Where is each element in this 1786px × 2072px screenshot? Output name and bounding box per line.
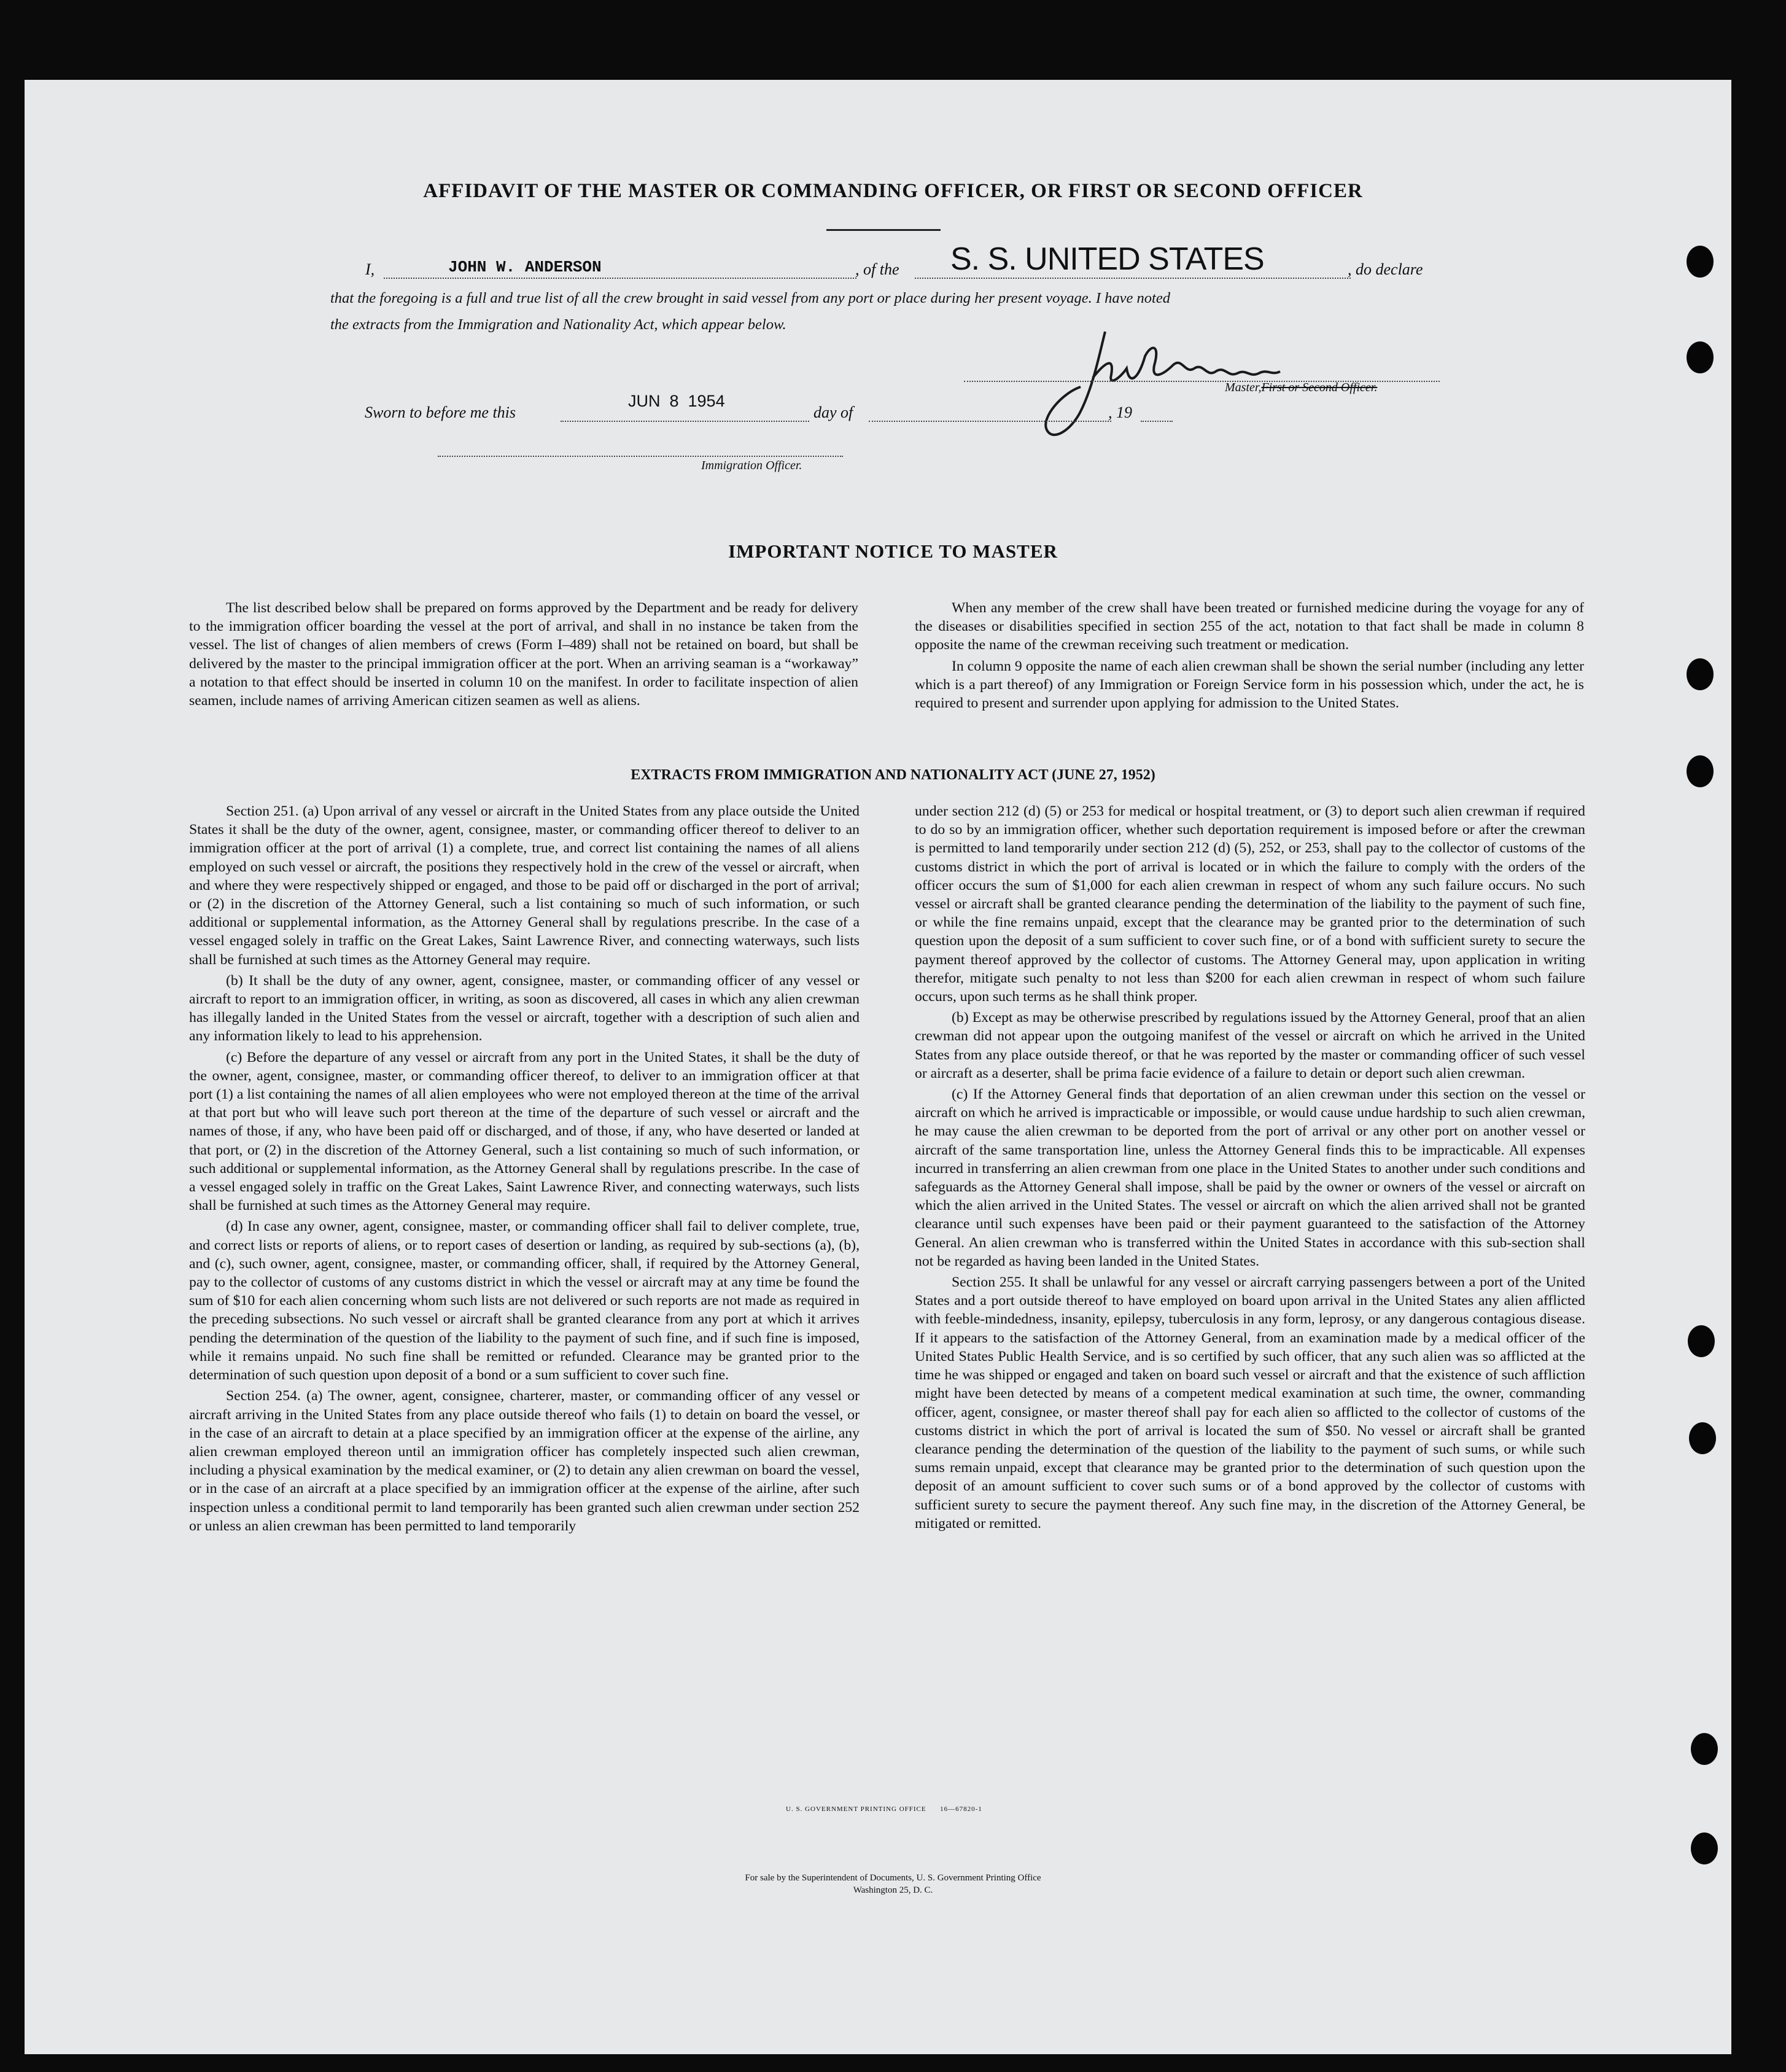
extracts-left-column: [189, 802, 860, 1538]
master-caption: [1225, 381, 1377, 395]
punch-hole: [1691, 1832, 1718, 1864]
i-label: I,: [365, 260, 375, 278]
master-caption-text: Master,: [1225, 381, 1262, 394]
extract-paragraph: Section 255. It shall be unlawful for any vessel or aircraft carrying passengers between a port of the United States and a port outside thereof to have employed on board upon arrival in the United States any alien afflicted with feeble-mindedness, insanity, epilepsy, tuberculosis in any form, leprosy, or any dangerous contagious disease. If it appears to the satisfaction of the Attorney General, from an examination made by a medical officer of the United States Public Health Service, and is so certified by such officer, that any such alien was so afflicted at the time he was shipped or engaged and taken on board such vessel or aircraft and that the existence of such affliction might have been detected by means of a competent medical examination at such time, the owner, commanding officer, agent, consignee, or master thereof shall pay for each alien so afflicted to the collector of customs of the customs district in which the port of arrival is located the sum of $50. No vessel or aircraft shall be granted clearance pending the determination of the question of the liability to the payment of such sums, or while such sums remain unpaid, except that clearance may be granted prior to the determination of such question upon the deposit of an amount sufficient to cover such sums or of a bond approved by the collector of customs with sufficient surety to secure the payment thereof. Any such fine may, in the discretion of the Attorney General, be mitigated or remitted.: [915, 1274, 1585, 1532]
year-line: [1141, 421, 1173, 422]
immigration-officer-line: [438, 456, 843, 457]
punch-hole: [1687, 341, 1714, 373]
declaration-line-2: the extracts from the Immigration and Nationality Act, which appear below.: [330, 316, 786, 333]
vessel-line: [915, 278, 1351, 279]
punch-hole: [1689, 1422, 1716, 1454]
extracts-right-column: [915, 802, 1585, 1535]
year-prefix: , 19: [1108, 403, 1132, 421]
master-name: JOHN W. ANDERSON: [448, 258, 602, 276]
extract-paragraph: Section 254. (a) The owner, agent, consignee, charterer, master, or commanding officer of any vessel or aircraft arriving in the United States from any place outside thereof who fails (1) to detain on board the vessel, or in the case of an aircraft to detain at a place specified by an immigration officer at the expense of the airline, any alien crewman employed thereon until an immigration officer has completely inspected such alien crewman, including a physical examination by the medical examiner, or (2) to detain any alien crewman on board the vessel, or in the case of an aircraft at a place specified by an immigration officer at the expense of the airline, after such inspection unless a conditional permit to land temporarily has been granted such alien crewman under section 252 or unless an alien crewman has been permitted to land temporarily: [189, 1388, 860, 1534]
notice-left-column: [189, 599, 858, 712]
punch-hole: [1691, 1733, 1718, 1765]
declaration-line-1: that the foregoing is a full and true list of all the crew brought in said vessel from any port or place during her present voyage. I have noted: [330, 290, 1170, 306]
name-line: [384, 278, 856, 279]
notice-right-column: [915, 599, 1584, 715]
sworn-date-line: [561, 421, 809, 422]
extract-paragraph: (b) Except as may be otherwise prescribed by regulations issued by the Attorney General, proof that an alien crewman did not appear upon the outgoing manifest of the vessel or aircraft on which he arrived in the United States from any place outside thereof, or that he was reported by the master or commanding officer of such vessel or aircraft as a deserter, shall be prima facie evidence of a failure to detain or deport such alien crewman.: [915, 1010, 1585, 1081]
do-declare-label: , do declare: [1348, 260, 1423, 278]
extract-paragraph: under section 212 (d) (5) or 253 for medical or hospital treatment, or (3) to deport such alien crewman if required to do so by an immigration officer, whether such deportation requirement is imposed before or after the crewman is permitted to land temporarily under section 212 (d) (5), 252, or 253, shall pay to the collector of customs of the customs district in which the port of arrival is located or in which the failure to comply with the orders of the officer occurs the sum of $1,000 for each alien crewman in respect of whom any such failure occurs. No such vessel or aircraft shall be granted clearance pending the determination of the liability to the payment of such fine, or while the fine remains unpaid, except that the clearance may be granted prior to the determination of such question upon the deposit of a sum sufficient to cover such fine, or of a bond with sufficient surety to secure the payment thereof approved by the collector of customs. The Attorney General may, upon application in writing therefor, mitigate such penalty to not less than $200 for each alien crewman in respect of whom such failure occurs, upon such terms as he shall think proper.: [915, 803, 1585, 1005]
punch-hole: [1687, 658, 1714, 690]
sworn-label: Sworn to before me this: [365, 403, 516, 421]
struck-caption: First or Second Officer.: [1261, 381, 1378, 394]
notice-right-paragraph-1: When any member of the crew shall have been treated or furnished medicine during the voyage for any of the diseases or disabilities specified in section 255 of the act, notation to that fact shall be made in column 8 opposite the name of the crewman receiving such treatment or medication.: [915, 600, 1584, 653]
punch-hole: [1688, 1325, 1715, 1357]
affidavit-heading: AFFIDAVIT OF THE MASTER OR COMMANDING OFFICER, OR FIRST OR SECOND OFFICER: [423, 180, 1363, 202]
sale-line-2: Washington 25, D. C.: [853, 1885, 933, 1895]
of-the-label: , of the: [855, 260, 899, 278]
immigration-officer-caption: Immigration Officer.: [701, 459, 802, 472]
notice-left-paragraph: The list described below shall be prepared on forms approved by the Department and be ready for delivery to the immigration officer boarding the vessel at the port of arrival, and shall in no instance be taken from the vessel. The list of changes of alien members of crews (Form I–489) shall not be retained on board, but shall be delivered by the master to the principal immigration officer at the port. When an arriving seaman is a “workaway” a notation to that effect should be inserted in column 10 on the manifest. In order to facilitate inspection of alien seamen, include names of arriving American citizen seamen as well as aliens.: [189, 600, 858, 709]
notice-heading: IMPORTANT NOTICE TO MASTER: [728, 540, 1058, 562]
day-of-label: day of: [813, 403, 853, 421]
extract-paragraph: (c) If the Attorney General finds that deportation of an alien crewman under this section on the vessel or aircraft on which he arrived is impracticable or impossible, or would cause undue hardship to such alien crewman, he may cause the alien crewman to be deported from the port of arrival or any other port on another vessel or aircraft of the same transportation line, unless the Attorney General finds this to be impracticable. All expenses incurred in transferring an alien crewman from one place in the United States to another under such conditions and safeguards as the Attorney General shall impose, shall be paid by the owner or owners of the vessel or aircraft on which the alien arrived in the United States. The vessel or aircraft on which the alien arrived shall not be granted clearance until such expenses have been paid or their payment guaranteed to the satisfaction of the Attorney General. An alien crewman who is transferred within the United States in accordance with this sub-section shall not be regarded as having been landed in the United States.: [915, 1086, 1585, 1269]
sworn-date-stamp: JUN 8 1954: [628, 392, 725, 410]
extract-paragraph: (b) It shall be the duty of any owner, agent, consignee, master, or commanding officer of any vessel or aircraft to report to an immigration officer, in writing, as soon as discovered, all cases in which any alien crewman has illegally landed in the United States from the vessel or aircraft, together with a description of such alien and any information likely to lead to his apprehension.: [189, 972, 860, 1045]
printing-office-code: U. S. GOVERNMENT PRINTING OFFICE 16—67820-1: [786, 1805, 982, 1813]
month-line: [869, 421, 1111, 422]
sale-line-1: For sale by the Superintendent of Documents, U. S. Government Printing Office: [745, 1873, 1041, 1883]
notice-right-paragraph-2: In column 9 opposite the name of each alien crewman shall be shown the serial number (including any letter which is a part thereof) of any Immigration or Foreign Service form in his possession which, under the act, he is required to present and surrender upon applying for admission to the United States.: [915, 658, 1584, 712]
extract-paragraph: (c) Before the departure of any vessel or aircraft from any port in the United States, it shall be the duty of the owner, agent, consignee, master, or commanding officer thereof, to deliver to an immigration officer at that port (1) a list containing the names of all alien employees who were not employed thereon at the time of the arrival at that port but who will leave such port thereon at the time of the departure of such vessel or aircraft and the names of those, if any, who have been paid off or discharged, and of those, if any, who have deserted or landed at that port, or (2) in the discretion of the Attorney General, such a list containing so much of such information, or such additional or supplemental information, as the Attorney General shall by regulations prescribe. In the case of a vessel engaged solely in traffic on the Great Lakes, Saint Lawrence River, and connecting waterways, such lists shall be furnished at such times as the Attorney General may require.: [189, 1049, 860, 1214]
extract-paragraph: Section 251. (a) Upon arrival of any vessel or aircraft in the United States from any place outside the United States it shall be the duty of the owner, agent, consignee, master, or commanding officer thereof to deliver to an immigration officer at the port of arrival (1) a complete, true, and correct list containing the names of all aliens employed on such vessel or aircraft, the positions they respectively hold in the crew of the vessel or aircraft, when and where they were respectively shipped or engaged, and those to be paid off or discharged in the port of arrival; or (2) in the discretion of the Attorney General, such a list containing so much of such information, or such additional or supplemental information, as the Attorney General shall by regulations prescribe. In the case of a vessel engaged solely in traffic on the Great Lakes, Saint Lawrence River, and connecting waterways, such lists shall be furnished at such times as the Attorney General may require.: [189, 803, 860, 968]
extracts-heading: EXTRACTS FROM IMMIGRATION AND NATIONALITY ACT (JUNE 27, 1952): [631, 767, 1155, 783]
extract-paragraph: (d) In case any owner, agent, consignee, master, or commanding officer shall fail to deliver complete, true, and correct lists or reports of aliens, or to report cases of desertion or landing, as required by sub-sections (a), (b), and (c), such owner, agent, consignee, master, or commanding officer, shall, if required by the Attorney General, pay to the collector of customs of any customs district in which the vessel or aircraft may at any time be found the sum of $10 for each alien concerning whom such lists are not delivered or such reports are not made as required in the preceding subsections. No such vessel or aircraft shall be granted clearance from any port at which it arrives pending the determination of the question of the liability to the payment of such fine, and if such fine is imposed, while it remains unpaid. No such fine shall be remitted or refunded. Clearance may be granted prior to the determination of such question upon deposit of a bond or a sum sufficient to cover such fine.: [189, 1218, 860, 1384]
vessel-name: S. S. UNITED STATES: [950, 241, 1264, 277]
heading-rule: [826, 229, 941, 231]
punch-hole: [1687, 246, 1714, 278]
